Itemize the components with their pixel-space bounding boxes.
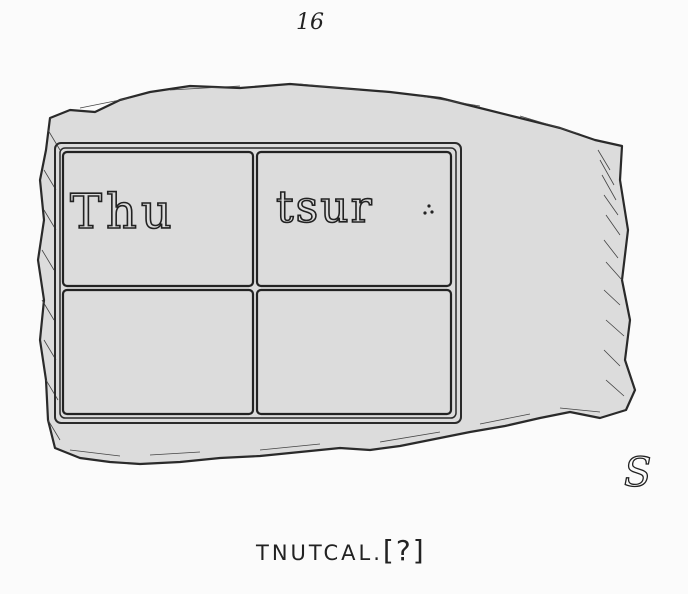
- inscription-top-right: tsur: [276, 182, 374, 233]
- artist-monogram: S: [624, 450, 652, 496]
- figure-caption: [256, 534, 426, 567]
- inscription-top-left: Thu: [70, 184, 176, 240]
- stone-outline: [38, 84, 635, 464]
- caption-name: TNUTCAL.: [256, 541, 383, 565]
- page-number: 16: [296, 10, 324, 35]
- caption-note: [?]: [382, 534, 426, 567]
